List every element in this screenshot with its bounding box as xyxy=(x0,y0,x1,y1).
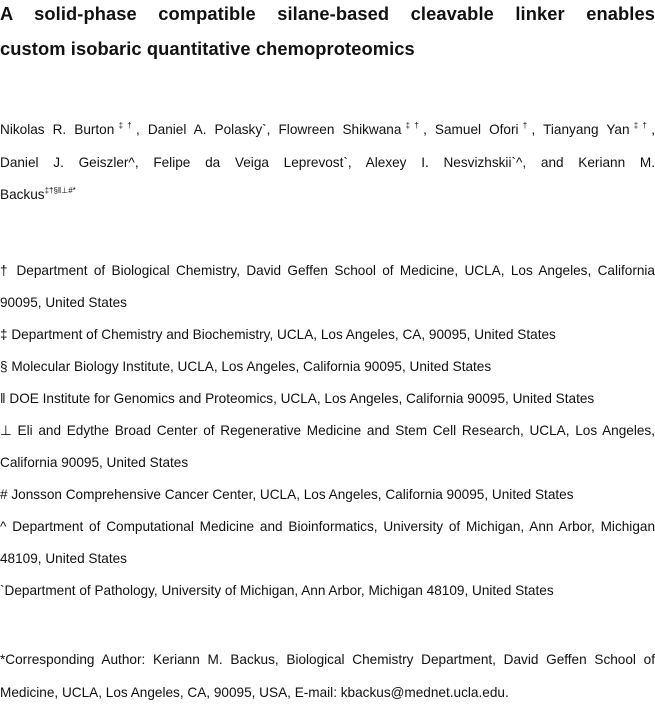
affiliation-marker: ‡† xyxy=(114,121,137,130)
affiliation-line: § Molecular Biology Institute, UCLA, Los Angeles, California 90095, United States xyxy=(0,359,492,374)
author-line xyxy=(0,179,655,212)
affiliation-line: ‡ Department of Chemistry and Biochemistry, UCLA, Los Angeles, CA, 90095, United States xyxy=(0,327,556,342)
corresponding-line: Medicine, UCLA, Los Angeles, CA, 90095, USA, E-mail: kbackus@mednet.ucla.edu. xyxy=(0,685,509,700)
author-line xyxy=(0,147,655,180)
affiliation-marker: ‡† xyxy=(629,121,652,130)
corresponding-line: *Corresponding Author: Keriann M. Backus, Biological Chemistry Department, David Geffen School of xyxy=(0,652,655,667)
title-line: custom isobaric quantitative chemoproteomics xyxy=(0,38,415,59)
affiliation-list xyxy=(0,255,655,607)
affiliation-line: ‖ DOE Institute for Genomics and Proteomics, UCLA, Los Angeles, California 90095, United States xyxy=(0,391,595,406)
affiliation-line: † Department of Biological Chemistry, David Geffen School of Medicine, UCLA, Los Angeles, California xyxy=(0,263,655,278)
author-line xyxy=(0,114,655,147)
author-text: , Samuel Ofori xyxy=(423,122,519,137)
affiliation-line: ⊥ Eli and Edythe Broad Center of Regenerative Medicine and Stem Cell Research, UCLA, Los Angeles, xyxy=(0,423,655,438)
affiliation-line: `Department of Pathology, University of Michigan, Ann Arbor, Michigan 48109, United States xyxy=(0,583,554,598)
author-text: Daniel J. Geiszler^, Felipe da Veiga Leprevost`, Alexey I. Nesvizhskii`^, and Keriann M. xyxy=(0,154,655,170)
affiliation-line: ^ Department of Computational Medicine and Bioinformatics, University of Michigan, Ann Arbor, Michigan xyxy=(0,519,655,534)
author-text: , Tianyang Yan xyxy=(531,122,630,137)
affiliation-marker: ‡† xyxy=(401,121,424,130)
author-text: , Daniel A. Polasky`, Flowreen Shikwana xyxy=(136,122,402,137)
affiliation-line: 48109, United States xyxy=(0,551,127,566)
affiliation-line: California 90095, United States xyxy=(0,455,189,470)
title-line: A solid-phase compatible silane-based cleavable linker enables xyxy=(0,3,655,24)
affiliation-line: 90095, United States xyxy=(0,295,127,310)
author-text: Backus xyxy=(0,187,45,202)
author-text: , xyxy=(651,122,655,137)
affiliation-marker: † xyxy=(518,121,532,130)
corresponding-author xyxy=(0,643,655,709)
affiliation-marker: ‡†§‖⊥#* xyxy=(44,186,76,195)
paper-title xyxy=(0,0,655,66)
author-text: Nikolas R. Burton xyxy=(0,122,115,137)
author-list xyxy=(0,114,655,212)
affiliation-line: # Jonsson Comprehensive Cancer Center, UCLA, Los Angeles, California 90095, United States xyxy=(0,487,574,502)
